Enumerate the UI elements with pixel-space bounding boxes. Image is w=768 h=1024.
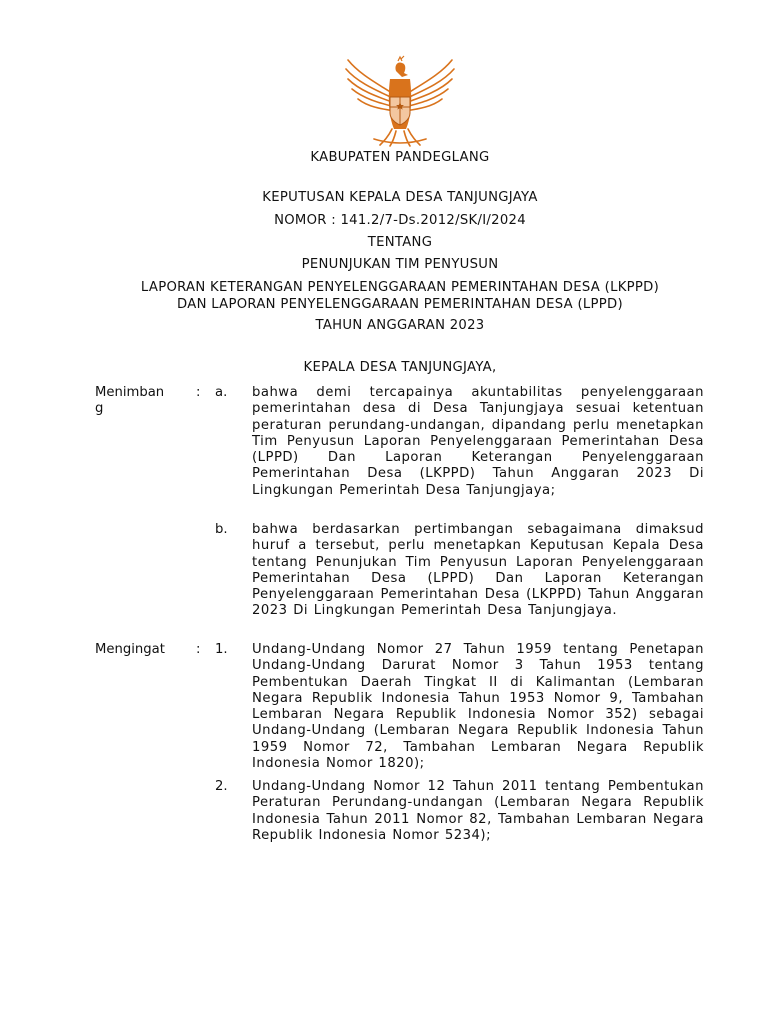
menimbang-marker-b: b. — [215, 522, 228, 537]
mengingat-label: Mengingat — [95, 642, 165, 657]
mengingat-item-1: Undang-Undang Nomor 27 Tahun 1959 tentang Penetapan Undang-Undang Darurat Nomor 3 Tahun 1953 tentang Pembentukan Daerah Tingkat II di Kalimantan (Lembaran Negara Republik Indonesia Tahun 1953 Nomor 9, Tambahan Lembaran Negara Republik Indonesia Nomor 352) sebagai Undang-Undang (Lembaran Negara Republik Indonesia Tahun 1959 Nomor 72, Tambahan Lembaran Negara Republik Indonesia Nomor 1820); — [252, 642, 704, 772]
subject-line-2: LAPORAN KETERANGAN PENYELENGGARAAN PEMERINTAHAN DESA (LKPPD) — [140, 280, 660, 295]
menimbang-label-line2: g — [95, 401, 104, 416]
mengingat-marker-2: 2. — [215, 779, 228, 794]
garuda-pancasila-icon — [340, 55, 460, 147]
mengingat-colon: : — [196, 642, 201, 657]
menimbang-item-b: bahwa berdasarkan pertimbangan sebagaimana dimaksud huruf a tersebut, perlu menetapkan Keputusan Kepala Desa tentang Penunjukan Tim Penyusun Laporan Penyelenggaraan Pemerintahan Desa (LPPD) Dan Laporan Keterangan Penyelenggaraan Pemerintahan Desa (LKPPD) Tahun Anggaran 2023 Di Lingkungan Pemerintah Desa Tanjungjaya. — [252, 522, 704, 619]
menimbang-marker-a: a. — [215, 385, 228, 400]
decree-number: NOMOR : 141.2/7-Ds.2012/SK/I/2024 — [274, 213, 526, 228]
issuer-heading: KEPALA DESA TANJUNGJAYA, — [303, 360, 497, 375]
mengingat-item-2: Undang-Undang Nomor 12 Tahun 2011 tentang Pembentukan Peraturan Perundang-undangan (Lembaran Negara Republik Indonesia Tahun 2011 Nomor 82, Tambahan Lembaran Negara Republik Indonesia Nomor 5234); — [252, 779, 704, 843]
fiscal-year: TAHUN ANGGARAN 2023 — [315, 318, 485, 333]
menimbang-item-a: bahwa demi tercapainya akuntabilitas penyelenggaraan pemerintahan desa di Desa Tanjungjaya sesuai ketentuan peraturan perundang-undangan, dipandang perlu menetapkan Tim Penyusun Laporan Penyelenggaraan Pemerintahan Desa (LPPD) Dan Laporan Keterangan Penyelenggaraan Pemerintahan Desa (LKPPD) Tahun Anggaran 2023 Di Lingkungan Pemerintah Desa Tanjungjaya; — [252, 385, 704, 498]
menimbang-label — [95, 385, 164, 417]
menimbang-colon: : — [196, 385, 201, 400]
subject-line-3: DAN LAPORAN PENYELENGGARAAN PEMERINTAHAN DESA (LPPD) — [177, 297, 623, 312]
about-heading: TENTANG — [367, 235, 433, 250]
regency-heading: KABUPATEN PANDEGLANG — [310, 150, 490, 165]
menimbang-label-line1: Menimban — [95, 385, 165, 400]
mengingat-marker-1: 1. — [215, 642, 228, 657]
subject-line-1: PENUNJUKAN TIM PENYUSUN — [301, 257, 499, 272]
decree-title: KEPUTUSAN KEPALA DESA TANJUNGJAYA — [262, 190, 538, 205]
